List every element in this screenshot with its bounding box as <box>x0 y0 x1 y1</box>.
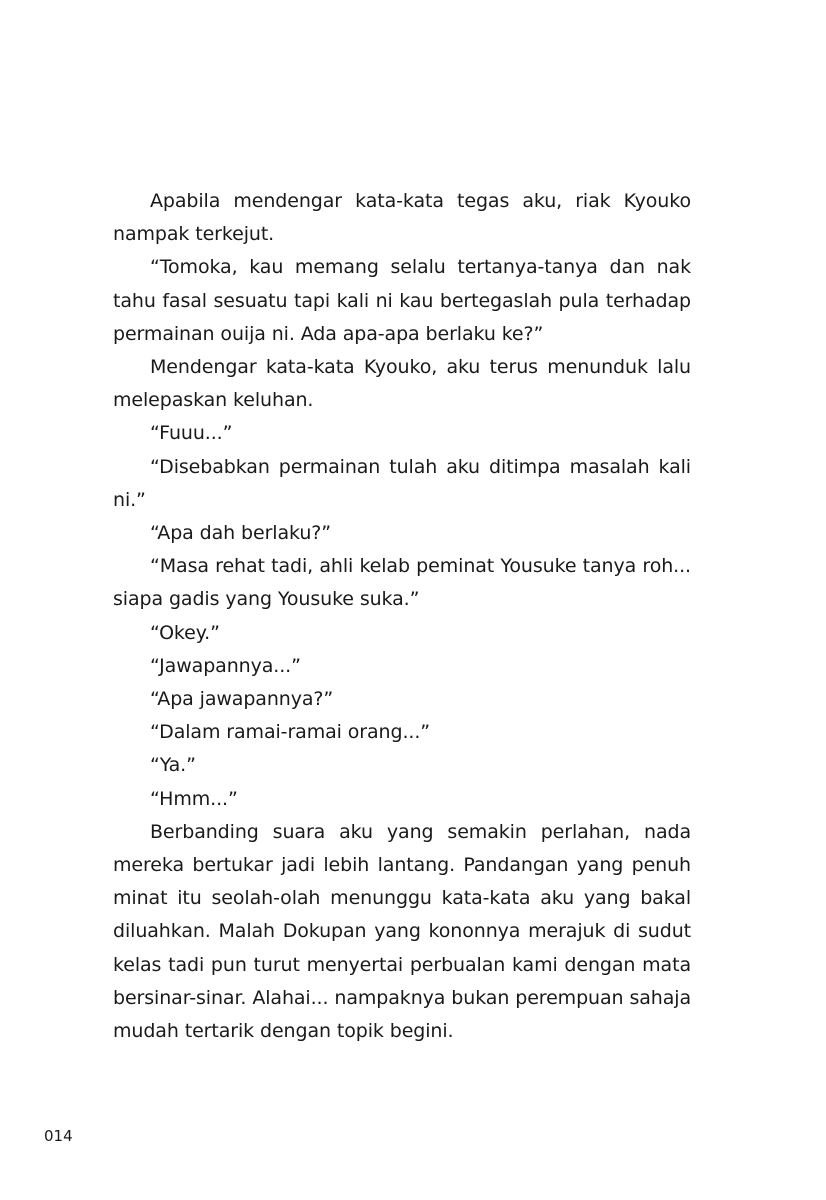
paragraph: “Okey.” <box>150 621 220 644</box>
paragraph: “Hmm...” <box>150 787 238 810</box>
paragraph: Mendengar kata-kata Kyouko, aku terus menunduk lalu melepaskan keluhan. <box>113 356 691 412</box>
paragraph: “Masa rehat tadi, ahli kelab peminat Yousuke tanya roh... siapa gadis yang Yousuke suka.” <box>113 555 691 611</box>
paragraph: “Apa dah berlaku?” <box>150 522 331 545</box>
body-text <box>113 185 691 1048</box>
paragraph: Berbanding suara aku yang semakin perlahan, nada mereka bertukar jadi lebih lantang. Pandangan yang penuh minat itu seolah-olah menunggu kata-kata aku yang bakal diluahkan. Malah Dokupan yang kononnya merajuk di sudut kelas tadi pun turut menyertai perbualan kami dengan mata bersinar-sinar. Alahai... nampaknya bukan perempuan sahaja mudah tertarik dengan topik begini. <box>113 820 691 1043</box>
paragraph: Apabila mendengar kata-kata tegas aku, riak Kyouko nampak terkejut. <box>113 190 691 246</box>
paragraph: “Ya.” <box>150 754 196 777</box>
paragraph: “Apa jawapannya?” <box>150 688 334 711</box>
paragraph: “Dalam ramai-ramai orang...” <box>150 721 431 744</box>
paragraph: “Jawapannya...” <box>150 654 301 677</box>
page-number: 014 <box>44 1127 73 1145</box>
paragraph: “Disebabkan permainan tulah aku ditimpa masalah kali ni.” <box>113 455 691 511</box>
paragraph: “Fuuu...” <box>150 422 233 445</box>
paragraph: “Tomoka, kau memang selalu tertanya-tanya dan nak tahu fasal sesuatu tapi kali ni kau bertegaslah pula terhadap permainan ouija ni. Ada apa-apa berlaku ke?” <box>113 256 691 345</box>
